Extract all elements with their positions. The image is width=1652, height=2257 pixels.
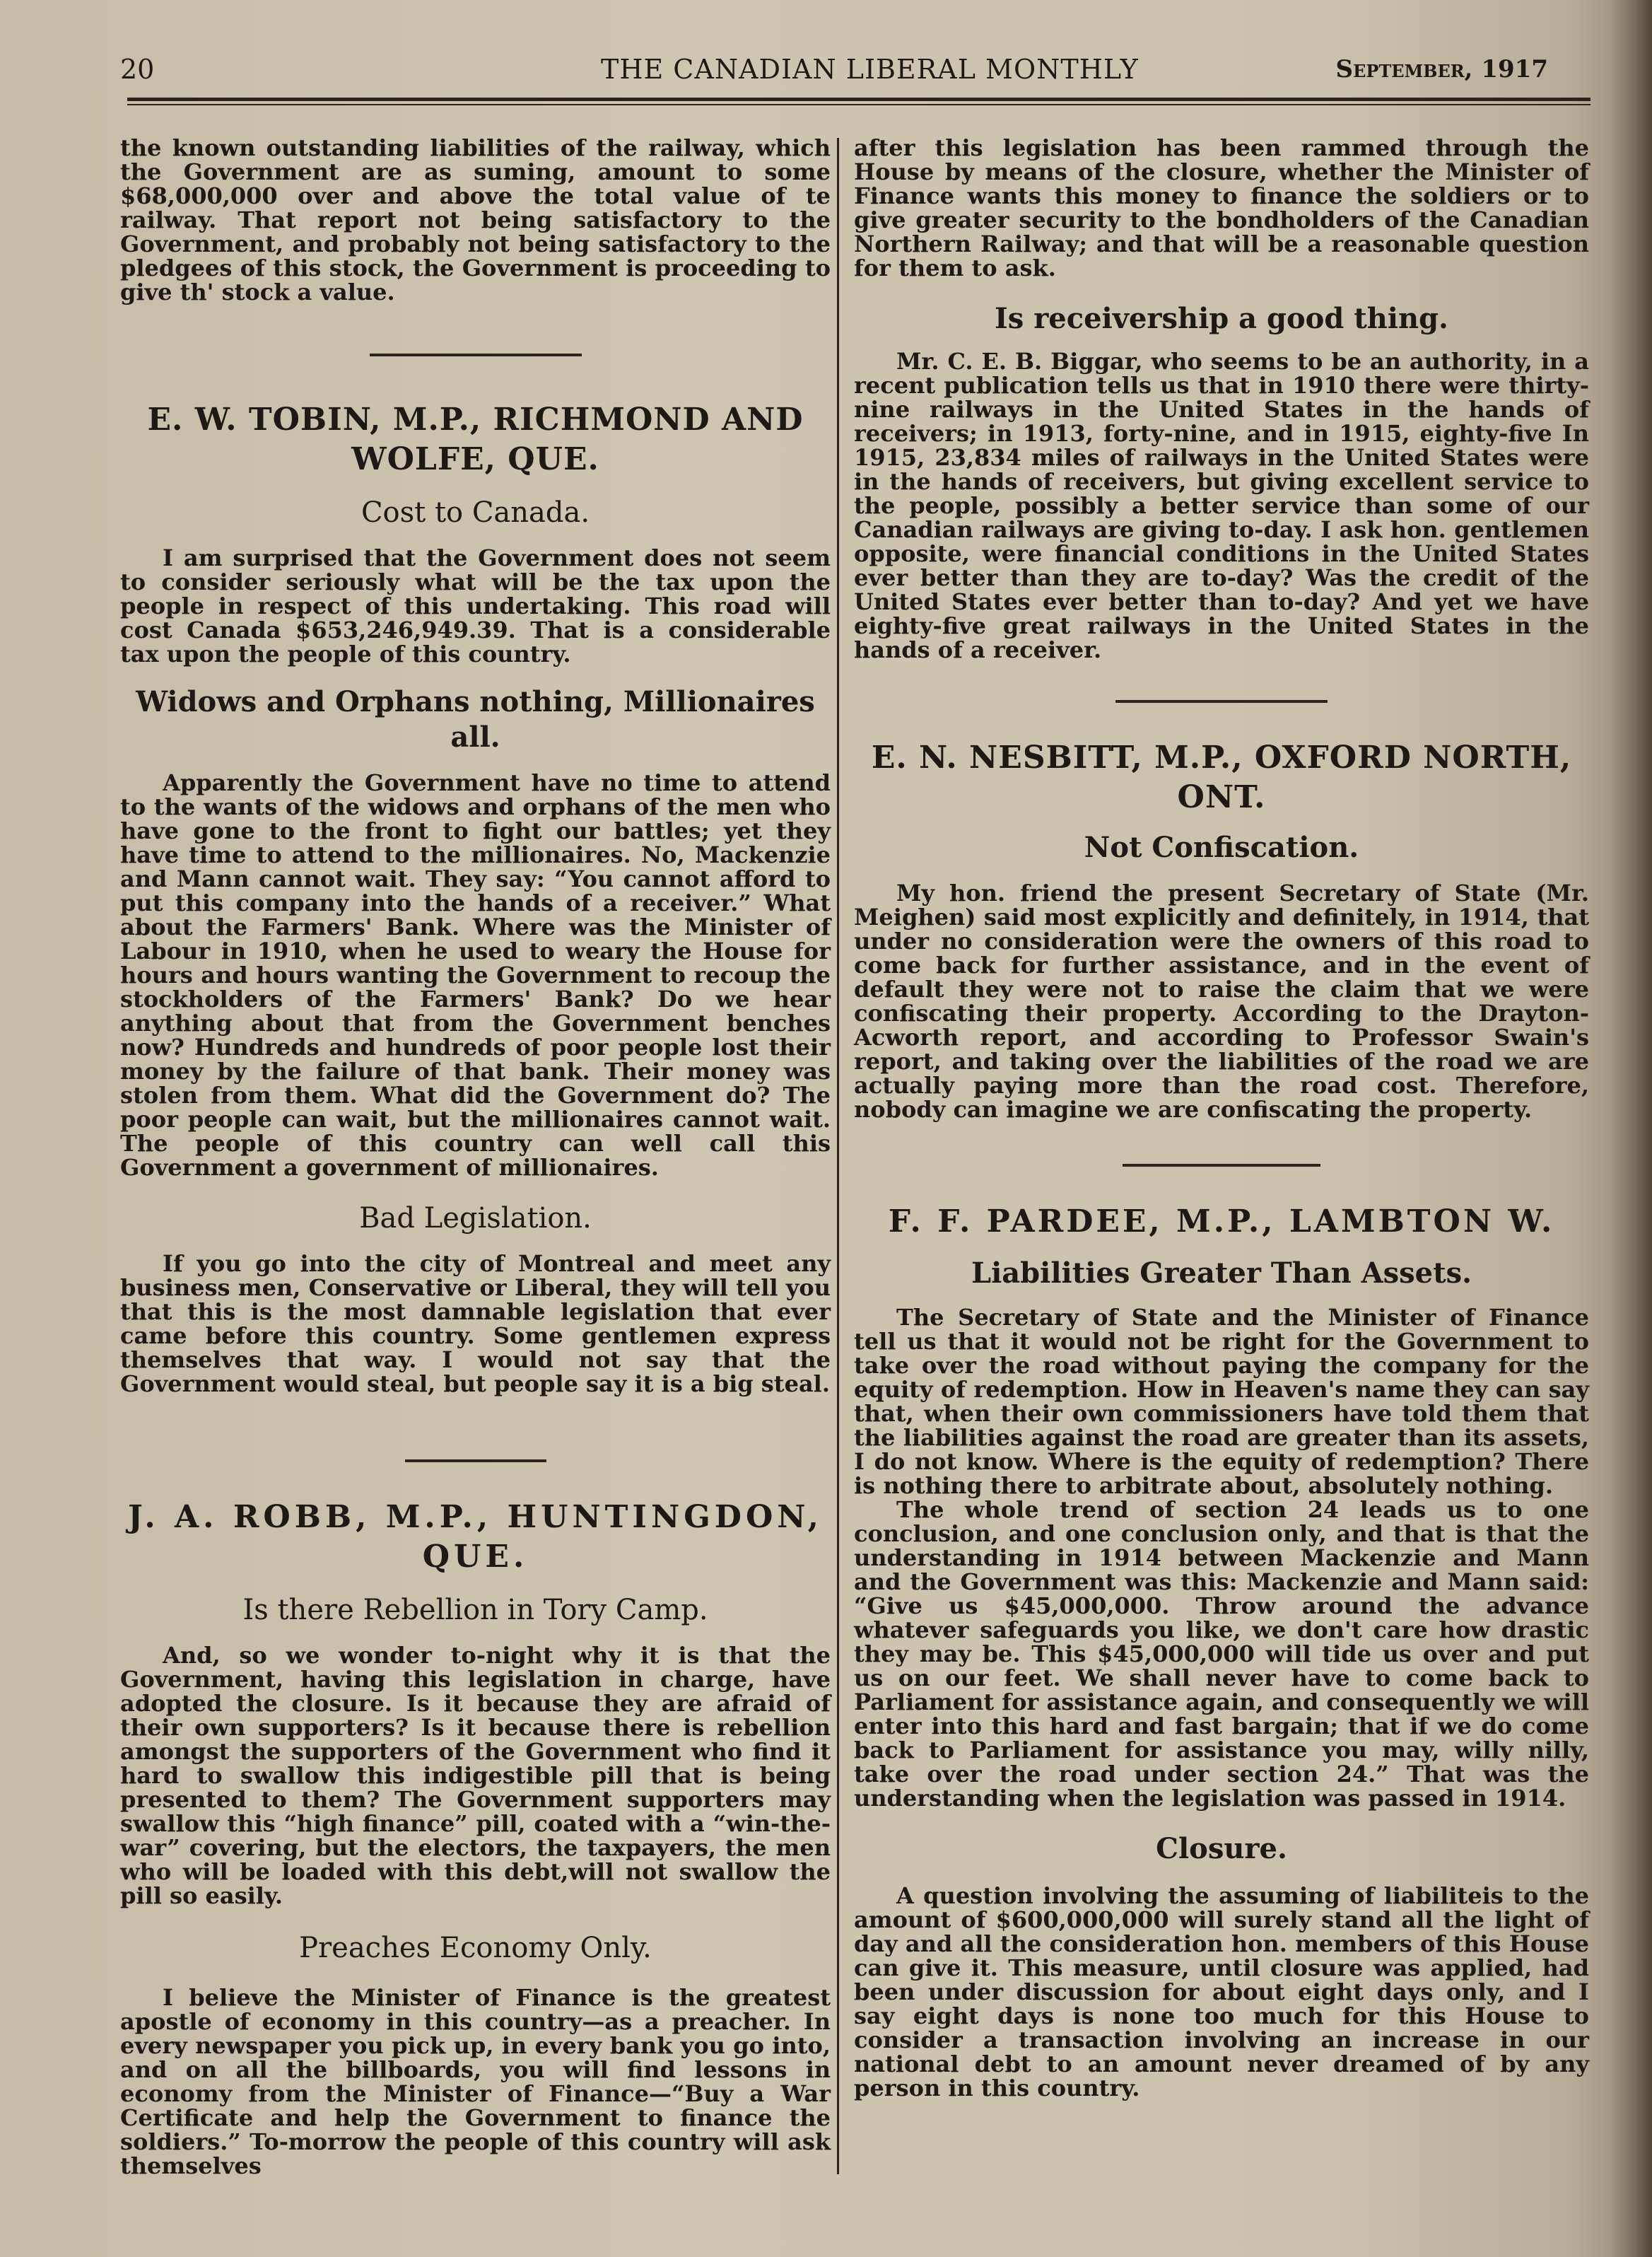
section-heading: Liabilities Greater Than Assets. (971, 1256, 1472, 1290)
continued-paragraph: after this legislation has been rammed through the House by means of the closure, whether the Minister of Finance wants this money to finance the soldiers or to give greater security to the bondholders of the Canadian Northern Railway; and that will be a reasonable question for them to ask. (854, 134, 1589, 281)
section-heading: Cost to Canada. (361, 496, 590, 529)
body-paragraph: Apparently the Government have no time to attend to the wants of the widows and orphans of the men who have gone to the front to fight our battles; yet they have time to attend to the millionaires. No, Mackenzie and Mann cannot wait. They say: “You cannot afford to put this company into the hands of a receiver.” What about the Farmers' Bank. Where was the Minister of Labour in 1910, when he used to weary the House for hours and hours wanting the Government to recoup the stockholders of the Farmers' Bank? Do we hear anything about that from the Government benches now? Hundreds and hundreds of poor people lost their money by the failure of that bank. Their money was stolen from them. What did the Government do? The poor people can wait, but the millionaires cannot wait. The people of this country can well call this Government a government of millionaires. (120, 769, 831, 1181)
running-head (120, 49, 1598, 92)
section-heading: Bad Legislation. (359, 1202, 592, 1235)
right-column (854, 136, 1589, 2100)
section-heading: Closure. (1156, 1832, 1287, 1865)
section-heading: Is there Rebellion in Tory Camp. (242, 1594, 708, 1626)
page-edge-shadow (1610, 0, 1652, 2257)
body-paragraph: Mr. C. E. B. Biggar, who seems to be an authority, in a recent publication tells us that in 1910 there were thirty-nine railways in the United States in the hands of receivers; in 1913, forty-nine, and in 1915, eighty-five In 1915, 23,834 miles of railways in the United States were in the hands of receivers, but giving excellent service to the people, possibly a better service than some of our Canadian railways are giving to-day. I ask hon. gentlemen opposite, were financial conditions in the United States ever better than they are to-day? Was the credit of the United States ever better than to-day? And yet we have eighty-five great railways in the United States in the hands of a receiver. (854, 348, 1589, 663)
speaker-heading: E. N. NESBITT, M.P., OXFORD NORTH, ONT. (871, 740, 1572, 815)
section-heading: Is receivership a good thing. (995, 302, 1448, 335)
section-heading: Widows and Orphans nothing, Millionaires all. (136, 685, 815, 754)
section-divider (1123, 1164, 1320, 1167)
issue-date: September, 1917 (1335, 55, 1548, 83)
body-paragraph: I am surprised that the Government does not seem to consider seriously what will be the tax upon the people in respect of this undertaking. This road will cost Canada $653,246,949.39. That is a considerable tax upon the people of this country. (120, 544, 831, 667)
section-divider (370, 354, 582, 356)
body-paragraph: And, so we wonder to-night why it is that the Government, having this legislation in charge, have adopted the closure. Is it because they are afraid of their own supporters? Is it because there is rebellion amongst the supporters of the Government who find it hard to swallow this indigestible pill that is being presented to them? The Government supporters may swallow this “high finance” pill, coated with a “win-the-war” covering, but the electors, the taxpayers, the men who will be loaded with this debt,will not swallow the pill so easily. (120, 1642, 831, 1909)
speaker-heading: E. W. TOBIN, M.P., RICHMOND AND WOLFE, QUE. (147, 402, 804, 477)
body-paragraph: The Secretary of State and the Minister of Finance tell us that it would not be right for the Government to take over the road without paying the company for the equity of redemption. How in Heaven's name they can say that, when their own commissioners have told them that the liabilities against the road are greater than its assets, I do not know. Where is the equity of redemption? There is nothing there to arbitrate about, absolutely nothing. (854, 1304, 1589, 1499)
section-heading: Not Confiscation. (1084, 831, 1359, 864)
publication-title: THE CANADIAN LIBERAL MONTHLY (601, 54, 1139, 85)
body-paragraph: The whole trend of section 24 leads us to one conclusion, and one conclusion only, and that is that the understanding in 1914 between Mackenzie and Mann and the Government was this: Mackenzie and Mann said: “Give us $45,000,000. Throw around the advance whatever safeguards you like, we don't care how drastic they may be. This $45,000,000 will tide us over and put us on our feet. We shall never have to come back to Parliament for assistance again, and consequently we will enter into this hard and fast bargain; that if we do come back to Parliament for assistance you may, willy nilly, take over the road under section 24.” That was the understanding when the legislation was passed in 1914. (854, 1496, 1589, 1812)
body-paragraph: I believe the Minister of Finance is the greatest apostle of economy in this country—as a preacher. In every newspaper you pick up, in every bank you go into, and on all the billboards, you will find lessons in economy from the Minister of Finance—“Buy a War Certificate and help the Government to finance the soldiers.” To-morrow the people of this country will ask themselves (120, 1984, 831, 2179)
header-rule (127, 98, 1591, 105)
body-paragraph: My hon. friend the present Secretary of State (Mr. Meighen) said most explicitly and definitely, in 1914, that under no consideration were the owners of this road to come back for further assistance, and in the event of default they were not to raise the claim that we were confiscating their property. According to the Drayton-Acworth report, and according to Professor Swain's report, and taking over the liabilities of the road we are actually paying more than the road cost. Therefore, nobody can imagine we are confiscating the property. (854, 880, 1589, 1123)
speaker-heading: F. F. PARDEE, M.P., LAMBTON W. (888, 1203, 1555, 1240)
speaker-heading: J. A. ROBB, M.P., HUNTINGDON, QUE. (128, 1499, 823, 1575)
section-heading: Preaches Economy Only. (299, 1932, 652, 1964)
body-paragraph: If you go into the city of Montreal and meet any business men, Conservative or Liberal, they will tell you that this is the most damnable legislation that ever came before this country. Some gentlemen express themselves that way. I would not say that the Government would steal, but people say it is a big steal. (120, 1250, 831, 1397)
page-number: 20 (120, 54, 155, 85)
left-column (120, 136, 831, 2178)
section-divider (405, 1459, 546, 1462)
body-paragraph: A question involving the assuming of liabiliteis to the amount of $600,000,000 will surely stand all the light of day and all the consideration hon. members of this House can give it. This measure, until closure was applied, had been under discussion for about eight days only, and I say eight days is none too much for this House to consider a transaction involving an increase in our national debt to an amount never dreamed of by any person in this country. (854, 1882, 1589, 2101)
continued-paragraph: the known outstanding liabilities of the railway, which the Government are as suming, amount to some $68,000,000 over and above the total value of te railway. That report not being satisfactory to the Government, and probably not being satisfactory to the pledgees of this stock, the Government is proceeding to give th' stock a value. (120, 134, 831, 305)
section-divider (1115, 700, 1328, 703)
column-divider (837, 138, 839, 2174)
